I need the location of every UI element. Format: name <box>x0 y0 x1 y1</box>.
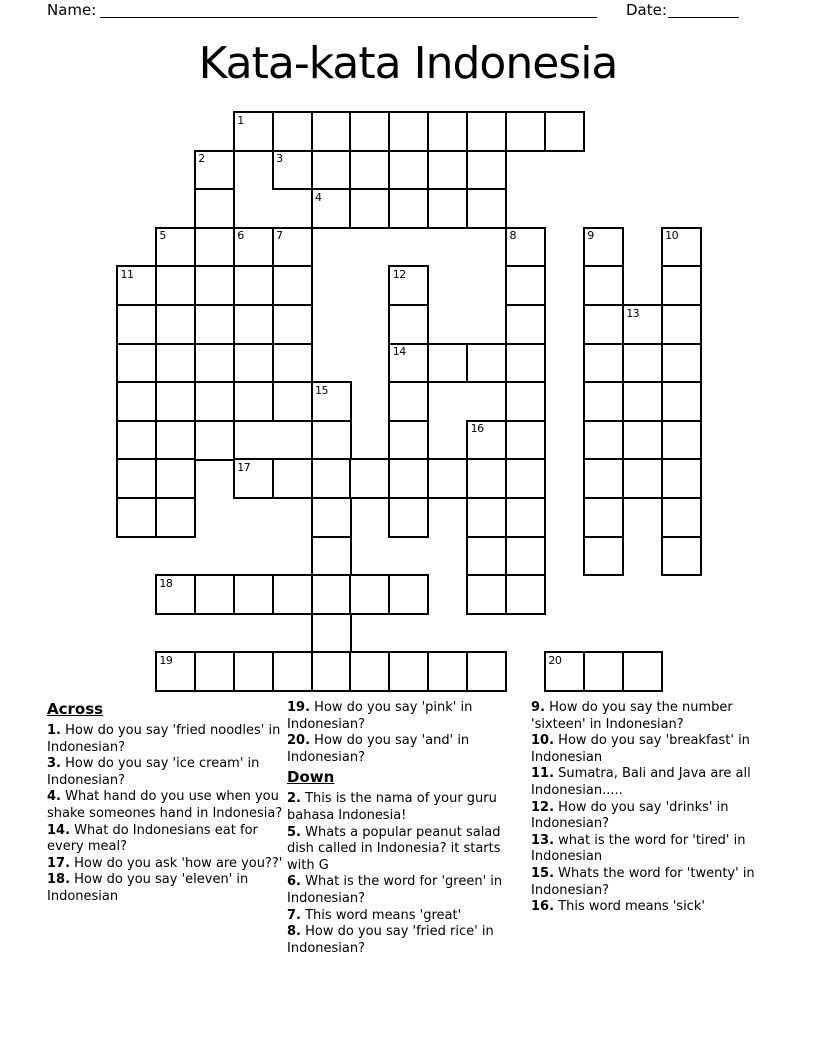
clue-item <box>531 833 781 866</box>
date-label: Date: <box>626 1 667 19</box>
grid-cell[interactable] <box>388 420 429 461</box>
grid-cell[interactable] <box>272 304 313 345</box>
grid-cell[interactable] <box>194 420 235 461</box>
clue-number: 4. <box>47 789 61 805</box>
grid-cell[interactable] <box>272 458 313 499</box>
clue-text: This word means 'great' <box>300 907 462 923</box>
clue-item <box>47 756 287 789</box>
grid-cell[interactable] <box>311 536 352 577</box>
grid-cell[interactable] <box>311 150 352 191</box>
grid-cell[interactable] <box>505 420 546 461</box>
grid-cell[interactable] <box>155 458 196 499</box>
grid-cell[interactable] <box>661 343 702 384</box>
grid-cell[interactable] <box>427 111 468 152</box>
grid-cell[interactable] <box>155 381 196 422</box>
clue-number: 3. <box>47 756 61 772</box>
grid-cell[interactable] <box>388 574 429 615</box>
grid-cell[interactable] <box>194 188 235 229</box>
grid-cell[interactable] <box>194 227 235 268</box>
grid-cell[interactable] <box>583 651 624 692</box>
cell-number: 18 <box>159 576 173 590</box>
grid-cell[interactable] <box>272 574 313 615</box>
grid-cell[interactable] <box>116 420 157 461</box>
grid-cell[interactable] <box>388 188 429 229</box>
grid-cell[interactable] <box>388 381 429 422</box>
grid-cell[interactable] <box>116 381 157 422</box>
grid-cell[interactable] <box>116 304 157 345</box>
grid-cell[interactable] <box>311 381 352 422</box>
grid-cell[interactable] <box>661 381 702 422</box>
grid-cell[interactable] <box>505 458 546 499</box>
grid-cell[interactable] <box>583 265 624 306</box>
grid-cell[interactable] <box>583 458 624 499</box>
clue-number: 13. <box>531 832 555 848</box>
grid-cell[interactable] <box>272 265 313 306</box>
clue-text: Sumatra, Bali and Java are all Indonesian..... <box>531 766 751 798</box>
date-blank-line[interactable] <box>668 2 739 18</box>
grid-cell[interactable] <box>311 458 352 499</box>
clue-text: Whats a popular peanut salad dish called in Indonesia? it starts with G <box>287 824 501 873</box>
clue-item <box>47 856 287 873</box>
cell-number: 3 <box>276 152 283 166</box>
grid-cell[interactable] <box>505 227 546 268</box>
grid-cell[interactable] <box>427 458 468 499</box>
grid-cell[interactable] <box>311 420 352 461</box>
grid-cell[interactable] <box>661 265 702 306</box>
clue-text: How do you say 'eleven' in Indonesian <box>47 872 249 904</box>
cell-number: 9 <box>587 229 594 243</box>
grid-cell[interactable] <box>349 150 390 191</box>
grid-cell[interactable] <box>583 227 624 268</box>
clue-text: How do you say 'fried noodles' in Indonesian? <box>47 723 281 755</box>
clue-item <box>531 700 781 733</box>
cell-number: 4 <box>315 190 322 204</box>
puzzle-title: Kata-kata Indonesia <box>198 38 618 89</box>
grid-cell[interactable] <box>233 574 274 615</box>
grid-cell[interactable] <box>622 458 663 499</box>
clue-item <box>531 866 781 899</box>
grid-cell[interactable] <box>505 265 546 306</box>
clue-number: 5. <box>287 824 301 840</box>
grid-cell[interactable] <box>349 651 390 692</box>
clue-number: 19. <box>287 700 311 715</box>
grid-cell[interactable] <box>661 227 702 268</box>
clue-text: This word means 'sick' <box>554 899 705 915</box>
grid-cell[interactable] <box>466 188 507 229</box>
grid-cell[interactable] <box>505 111 546 152</box>
grid-cell[interactable] <box>233 651 274 692</box>
clue-item <box>287 825 527 875</box>
clue-number: 7. <box>287 907 301 923</box>
grid-cell[interactable] <box>583 497 624 538</box>
grid-cell[interactable] <box>233 458 274 499</box>
cell-number: 7 <box>276 229 283 243</box>
grid-cell[interactable] <box>116 458 157 499</box>
cell-number: 19 <box>159 653 173 667</box>
grid-cell[interactable] <box>661 458 702 499</box>
grid-cell[interactable] <box>388 265 429 306</box>
clue-text: How do you say 'fried rice' in Indonesian? <box>287 924 494 956</box>
cell-number: 2 <box>198 152 205 166</box>
cell-number: 11 <box>120 267 134 281</box>
grid-cell[interactable] <box>466 651 507 692</box>
grid-cell[interactable] <box>661 536 702 577</box>
cell-number: 17 <box>237 460 251 474</box>
grid-cell[interactable] <box>155 343 196 384</box>
grid-cell[interactable] <box>544 651 585 692</box>
grid-cell[interactable] <box>583 536 624 577</box>
grid-cell[interactable] <box>466 420 507 461</box>
clue-item <box>287 791 527 824</box>
grid-cell[interactable] <box>466 150 507 191</box>
clue-item <box>287 908 527 925</box>
clue-item <box>287 874 527 907</box>
grid-cell[interactable] <box>622 343 663 384</box>
grid-cell[interactable] <box>622 420 663 461</box>
grid-cell[interactable] <box>388 150 429 191</box>
grid-cell[interactable] <box>155 574 196 615</box>
clue-text: what is the word for 'tired' in Indonesian <box>531 832 746 865</box>
grid-cell[interactable] <box>466 497 507 538</box>
cell-number: 16 <box>470 422 484 436</box>
grid-cell[interactable] <box>466 458 507 499</box>
cell-number: 6 <box>237 229 244 243</box>
clue-number: 8. <box>287 924 301 940</box>
grid-cell[interactable] <box>427 343 468 384</box>
grid-cell[interactable] <box>349 458 390 499</box>
grid-cell[interactable] <box>505 304 546 345</box>
grid-cell[interactable] <box>233 265 274 306</box>
grid-cell[interactable] <box>116 497 157 538</box>
grid-cell[interactable] <box>155 651 196 692</box>
clue-column-down <box>531 700 781 916</box>
clue-text: How do you say 'and' in Indonesian? <box>287 733 470 765</box>
grid-cell[interactable] <box>583 381 624 422</box>
clue-number: 20. <box>287 733 311 749</box>
grid-cell[interactable] <box>505 343 546 384</box>
clue-number: 16. <box>531 899 555 915</box>
grid-cell[interactable] <box>155 304 196 345</box>
clue-number: 17. <box>47 855 71 871</box>
grid-cell[interactable] <box>583 343 624 384</box>
clue-item <box>287 733 527 766</box>
grid-cell[interactable] <box>233 304 274 345</box>
clue-number: 18. <box>47 872 71 888</box>
grid-cell[interactable] <box>194 574 235 615</box>
grid-cell[interactable] <box>661 420 702 461</box>
grid-cell[interactable] <box>427 651 468 692</box>
clue-item <box>531 899 781 916</box>
grid-cell[interactable] <box>427 188 468 229</box>
clue-item <box>287 924 527 957</box>
cell-number: 12 <box>392 267 406 281</box>
clue-number: 2. <box>287 791 301 807</box>
grid-cell[interactable] <box>194 150 235 191</box>
clue-item <box>47 723 287 756</box>
grid-cell[interactable] <box>311 497 352 538</box>
clue-number: 10. <box>531 733 555 749</box>
clue-item <box>287 700 527 733</box>
name-label: Name: <box>47 1 97 19</box>
clue-text: What is the word for 'green' in Indonesian? <box>287 874 503 906</box>
clue-text: How do you ask 'how are you??' <box>70 855 283 871</box>
grid-cell[interactable] <box>466 111 507 152</box>
grid-cell[interactable] <box>622 304 663 345</box>
clue-text: What do Indonesians eat for every meal? <box>47 822 258 855</box>
clue-column-middle <box>287 700 527 957</box>
clue-text: Whats the word for 'twenty' in Indonesian? <box>531 865 755 898</box>
grid-cell[interactable] <box>661 497 702 538</box>
cell-number: 1 <box>237 113 244 127</box>
cell-number: 8 <box>509 229 516 243</box>
grid-cell[interactable] <box>349 188 390 229</box>
grid-cell[interactable] <box>272 651 313 692</box>
clue-text: How do you say 'breakfast' in Indonesian <box>531 733 750 765</box>
grid-cell[interactable] <box>583 420 624 461</box>
clue-text: How do you say 'pink' in Indonesian? <box>287 700 473 732</box>
clue-heading-across: Across <box>47 700 104 718</box>
grid-cell[interactable] <box>272 343 313 384</box>
grid-cell[interactable] <box>466 343 507 384</box>
clue-item <box>531 766 781 799</box>
cell-number: 15 <box>315 383 328 397</box>
grid-cell[interactable] <box>155 497 196 538</box>
grid-cell[interactable] <box>466 574 507 615</box>
grid-cell[interactable] <box>194 304 235 345</box>
cell-number: 13 <box>626 306 640 320</box>
grid-cell[interactable] <box>466 536 507 577</box>
grid-cell[interactable] <box>311 651 352 692</box>
grid-cell[interactable] <box>622 381 663 422</box>
clue-text: How do you say the number 'sixteen' in Indonesian? <box>531 700 733 732</box>
grid-cell[interactable] <box>311 111 352 152</box>
clue-text: This is the nama of your guru bahasa Indonesia! <box>287 791 497 823</box>
grid-cell[interactable] <box>388 497 429 538</box>
grid-cell[interactable] <box>505 497 546 538</box>
grid-cell[interactable] <box>311 574 352 615</box>
clue-text: How do you say 'drinks' in Indonesian? <box>531 799 729 832</box>
grid-cell[interactable] <box>272 381 313 422</box>
grid-cell[interactable] <box>272 150 313 191</box>
clue-item <box>47 789 287 822</box>
grid-cell[interactable] <box>583 304 624 345</box>
clue-number: 11. <box>531 766 555 782</box>
grid-cell[interactable] <box>544 111 585 152</box>
cell-number: 10 <box>665 229 679 243</box>
clue-number: 9. <box>531 700 545 715</box>
grid-cell[interactable] <box>505 381 546 422</box>
clue-item <box>47 823 287 856</box>
clue-number: 1. <box>47 723 61 738</box>
cell-number: 5 <box>159 229 166 243</box>
grid-cell[interactable] <box>388 458 429 499</box>
grid-cell[interactable] <box>194 651 235 692</box>
cell-number: 20 <box>548 653 562 667</box>
grid-cell[interactable] <box>116 265 157 306</box>
grid-cell[interactable] <box>349 111 390 152</box>
grid-cell[interactable] <box>349 574 390 615</box>
grid-cell[interactable] <box>116 343 157 384</box>
grid-cell[interactable] <box>388 651 429 692</box>
grid-cell[interactable] <box>194 343 235 384</box>
clue-text: What hand do you use when you shake someones hand in Indonesia? <box>47 789 283 821</box>
clue-column-across <box>47 700 287 906</box>
grid-cell[interactable] <box>505 574 546 615</box>
grid-cell[interactable] <box>388 111 429 152</box>
grid-cell[interactable] <box>311 613 352 654</box>
grid-cell[interactable] <box>155 265 196 306</box>
grid-cell[interactable] <box>155 420 196 461</box>
grid-cell[interactable] <box>388 304 429 345</box>
grid-cell[interactable] <box>194 381 235 422</box>
grid-cell[interactable] <box>661 304 702 345</box>
grid-cell[interactable] <box>427 150 468 191</box>
cell-number: 14 <box>392 345 406 359</box>
grid-cell[interactable] <box>233 227 274 268</box>
clue-number: 12. <box>531 799 555 815</box>
clue-number: 6. <box>287 874 301 890</box>
grid-cell[interactable] <box>311 188 352 229</box>
clue-item <box>531 733 781 766</box>
grid-cell[interactable] <box>272 227 313 268</box>
clue-text: How do you say 'ice cream' in Indonesian? <box>47 756 260 788</box>
clue-item <box>47 872 287 905</box>
grid-cell[interactable] <box>505 536 546 577</box>
clue-item <box>531 800 781 833</box>
clue-heading-down: Down <box>287 768 335 787</box>
grid-cell[interactable] <box>233 381 274 422</box>
name-blank-line[interactable] <box>100 2 597 18</box>
clue-number: 15. <box>531 865 555 881</box>
grid-cell[interactable] <box>388 343 429 384</box>
grid-cell[interactable] <box>233 111 274 152</box>
clue-number: 14. <box>47 822 71 838</box>
grid-cell[interactable] <box>233 343 274 384</box>
grid-cell[interactable] <box>194 265 235 306</box>
grid-cell[interactable] <box>155 227 196 268</box>
grid-cell[interactable] <box>272 111 313 152</box>
grid-cell[interactable] <box>622 651 663 692</box>
